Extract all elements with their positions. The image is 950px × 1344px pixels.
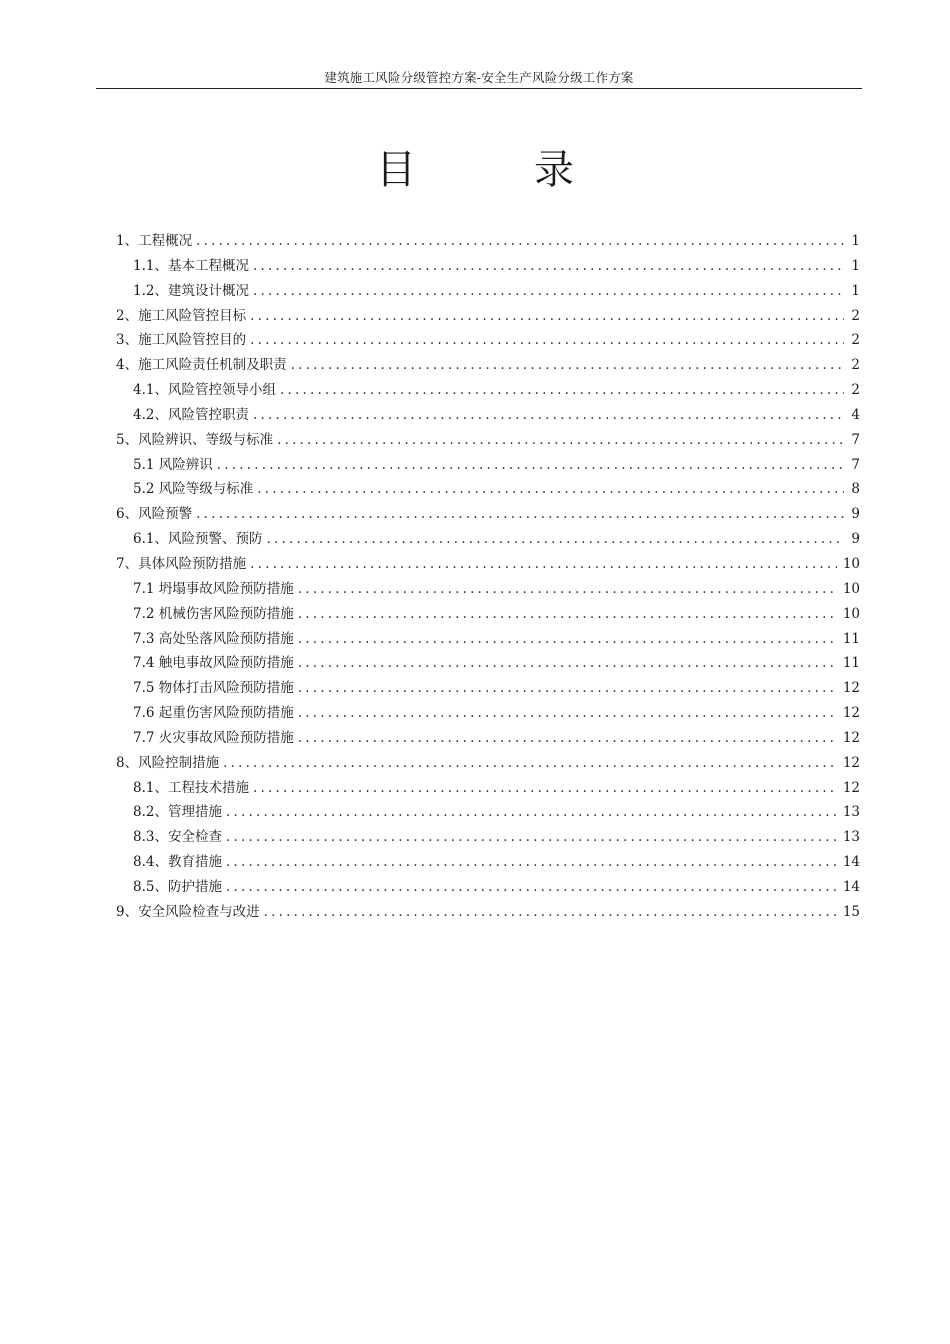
toc-dot-leader <box>217 453 844 478</box>
toc-entry[interactable] <box>116 428 860 453</box>
toc-title-left: 目 <box>376 147 416 193</box>
page-header <box>96 68 862 89</box>
toc-dot-leader <box>223 751 837 776</box>
toc-entry-page-number: 12 <box>842 754 860 771</box>
toc-dot-leader <box>298 627 837 652</box>
toc-entry-label: 5.2 风险等级与标准 <box>133 481 254 498</box>
toc-entry[interactable] <box>116 254 860 279</box>
toc-entry[interactable] <box>116 651 860 676</box>
toc-entry[interactable] <box>116 477 860 502</box>
toc-entry-label: 4.1、风险管控领导小组 <box>133 382 276 399</box>
toc-entry[interactable] <box>116 229 860 254</box>
toc-dot-leader <box>226 800 837 825</box>
toc-entry[interactable] <box>116 552 860 577</box>
toc-entry[interactable] <box>116 776 860 801</box>
toc-entry-page-number: 12 <box>842 729 860 746</box>
toc-dot-leader <box>253 279 844 304</box>
toc-entry[interactable] <box>116 453 860 478</box>
toc-entry-page-number: 15 <box>842 903 860 920</box>
toc-entry-page-number: 14 <box>842 854 860 871</box>
toc-entry-page-number: 4 <box>851 406 860 423</box>
toc-dot-leader <box>253 254 844 279</box>
toc-dot-leader <box>298 701 837 726</box>
toc-entry-label: 4、施工风险责任机制及职责 <box>116 357 287 374</box>
toc-entry-page-number: 11 <box>842 630 860 647</box>
toc-entry-label: 3、施工风险管控目的 <box>116 332 247 349</box>
toc-dot-leader <box>291 353 844 378</box>
toc-entry-label: 6、风险预警 <box>116 506 193 523</box>
toc-entry-page-number: 1 <box>851 282 860 299</box>
toc-entry-page-number: 12 <box>842 705 860 722</box>
toc-entry-label: 8.5、防护措施 <box>133 878 222 895</box>
toc-entry[interactable] <box>116 602 860 627</box>
toc-entry-label: 8.1、工程技术措施 <box>133 779 249 796</box>
toc-entry[interactable] <box>116 850 860 875</box>
toc-entry[interactable] <box>116 726 860 751</box>
table-of-contents <box>116 229 860 925</box>
toc-entry-label: 1.1、基本工程概况 <box>133 257 249 274</box>
toc-entry-label: 8、风险控制措施 <box>116 754 220 771</box>
toc-entry-page-number: 2 <box>851 357 860 374</box>
toc-entry-page-number: 10 <box>842 555 860 572</box>
toc-dot-leader <box>250 304 844 329</box>
toc-entry-label: 8.2、管理措施 <box>133 804 222 821</box>
toc-dot-leader <box>298 602 837 627</box>
toc-entry-page-number: 14 <box>842 878 860 895</box>
toc-entry-label: 7.4 触电事故风险预防措施 <box>133 655 294 672</box>
toc-title-right: 录 <box>534 147 574 193</box>
header-title: 建筑施工风险分级管控方案-安全生产风险分级工作方案 <box>324 70 634 85</box>
toc-entry-label: 6.1、风险预警、预防 <box>133 531 263 548</box>
toc-entry-page-number: 8 <box>851 481 860 498</box>
toc-entry[interactable] <box>116 328 860 353</box>
toc-entry-label: 9、安全风险检查与改进 <box>116 903 260 920</box>
toc-dot-leader <box>250 328 844 353</box>
toc-entry-label: 7.6 起重伤害风险预防措施 <box>133 705 294 722</box>
toc-dot-leader <box>250 552 837 577</box>
toc-entry-label: 1、工程概况 <box>116 233 193 249</box>
toc-dot-leader <box>253 403 844 428</box>
toc-entry-page-number: 7 <box>851 456 860 473</box>
toc-entry-page-number: 10 <box>842 605 860 622</box>
toc-entry[interactable] <box>116 627 860 652</box>
toc-entry-page-number: 1 <box>851 233 860 249</box>
toc-dot-leader <box>226 825 837 850</box>
toc-dot-leader <box>196 502 844 527</box>
toc-entry[interactable] <box>116 577 860 602</box>
toc-dot-leader <box>298 577 837 602</box>
toc-entry-label: 8.4、教育措施 <box>133 854 222 871</box>
toc-entry-label: 7.5 物体打击风险预防措施 <box>133 680 294 697</box>
toc-entry-page-number: 2 <box>851 382 860 399</box>
toc-entry[interactable] <box>116 378 860 403</box>
toc-dot-leader <box>280 378 844 403</box>
toc-entry[interactable] <box>116 676 860 701</box>
toc-entry-page-number: 1 <box>851 257 860 274</box>
toc-entry-label: 8.3、安全检查 <box>133 829 222 846</box>
toc-entry-label: 7.7 火灾事故风险预防措施 <box>133 729 294 746</box>
toc-entry-label: 1.2、建筑设计概况 <box>133 282 249 299</box>
toc-entry[interactable] <box>116 279 860 304</box>
toc-entry-label: 5.1 风险辨识 <box>133 456 213 473</box>
toc-entry[interactable] <box>116 304 860 329</box>
toc-entry-label: 4.2、风险管控职责 <box>133 406 249 423</box>
toc-entry-page-number: 12 <box>842 680 860 697</box>
toc-entry[interactable] <box>116 502 860 527</box>
toc-dot-leader <box>264 900 837 925</box>
toc-dot-leader <box>257 477 844 502</box>
toc-entry-label: 2、施工风险管控目标 <box>116 307 247 324</box>
toc-entry-page-number: 9 <box>851 506 860 523</box>
toc-dot-leader <box>226 875 837 900</box>
toc-dot-leader <box>277 428 844 453</box>
toc-dot-leader <box>298 651 837 676</box>
toc-entry-page-number: 10 <box>842 580 860 597</box>
toc-dot-leader <box>226 850 837 875</box>
toc-entry-label: 7.2 机械伤害风险预防措施 <box>133 605 294 622</box>
toc-entry[interactable] <box>116 403 860 428</box>
toc-entry-label: 7.3 高处坠落风险预防措施 <box>133 630 294 647</box>
toc-entry-page-number: 11 <box>842 655 860 672</box>
toc-entry[interactable] <box>116 900 860 925</box>
toc-dot-leader <box>298 676 837 701</box>
toc-entry-label: 5、风险辨识、等级与标准 <box>116 431 274 448</box>
toc-entry[interactable] <box>116 800 860 825</box>
toc-entry[interactable] <box>116 353 860 378</box>
toc-entry-page-number: 12 <box>842 779 860 796</box>
toc-entry-page-number: 13 <box>842 804 860 821</box>
toc-entry[interactable] <box>116 751 860 776</box>
toc-entry-label: 7、具体风险预防措施 <box>116 555 247 572</box>
toc-entry-page-number: 13 <box>842 829 860 846</box>
toc-dot-leader <box>196 229 844 254</box>
toc-entry[interactable] <box>116 875 860 900</box>
toc-entry[interactable] <box>116 527 860 552</box>
toc-entry-page-number: 9 <box>851 531 860 548</box>
toc-entry-label: 7.1 坍塌事故风险预防措施 <box>133 580 294 597</box>
toc-dot-leader <box>298 726 837 751</box>
toc-title <box>0 142 950 198</box>
toc-entry[interactable] <box>116 701 860 726</box>
toc-entry-page-number: 2 <box>851 307 860 324</box>
toc-dot-leader <box>266 527 844 552</box>
toc-dot-leader <box>253 776 837 801</box>
toc-entry-page-number: 7 <box>851 431 860 448</box>
toc-entry-page-number: 2 <box>851 332 860 349</box>
toc-entry[interactable] <box>116 825 860 850</box>
